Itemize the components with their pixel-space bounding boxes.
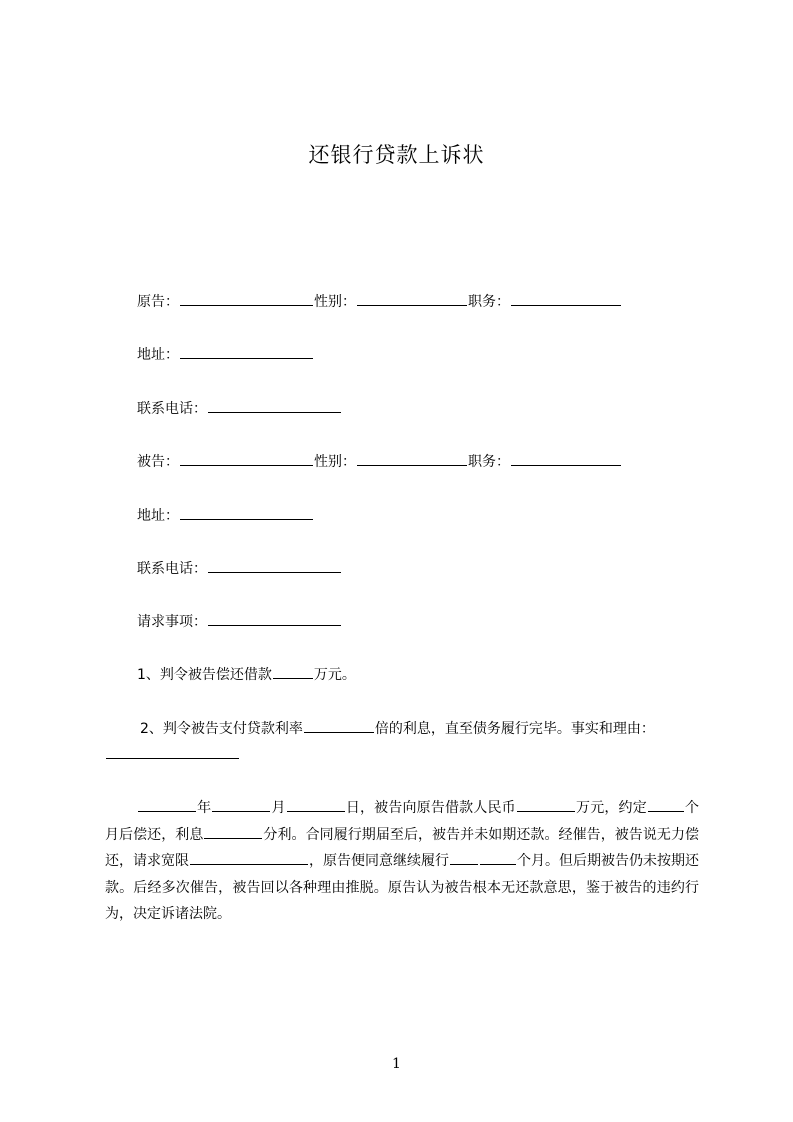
item2-reason-blank-line (105, 744, 240, 765)
facts-paragraph (105, 795, 699, 928)
defendant-phone-line (137, 558, 342, 579)
facts-continue-blank-1 (450, 850, 478, 865)
facts-extension-blank (190, 850, 308, 865)
request-line (137, 611, 342, 632)
plaintiff-line (137, 291, 622, 312)
item2-reason-blank (106, 744, 239, 759)
defendant-position-blank (511, 451, 621, 466)
plaintiff-label: 原告： (137, 294, 179, 310)
facts-year-blank (138, 797, 196, 812)
defendant-gender-label: 性别： (314, 454, 356, 470)
item1-prefix: 1、判令被告偿还借款 (137, 667, 272, 683)
plaintiff-phone-line (137, 398, 342, 419)
plaintiff-name-blank (180, 291, 313, 306)
facts-continue-blank-2 (480, 850, 516, 865)
facts-months-after: 个月后偿还，利息 (105, 800, 700, 843)
request-item-2 (140, 718, 655, 739)
page-number: 1 (392, 1056, 401, 1072)
facts-continue: ，原告便同意继续履行 (309, 853, 449, 869)
request-item-1 (137, 664, 356, 685)
defendant-name-blank (180, 451, 313, 466)
facts-amount-blank (517, 797, 575, 812)
defendant-gender-blank (357, 451, 467, 466)
defendant-position-label: 职务： (468, 454, 510, 470)
item2-prefix: 2、判令被告支付贷款利率 (140, 721, 303, 737)
facts-rest: 个月。但后期被告仍未按期还款。后经多次催告，被告回以各种理由推脱。原告认为被告根本无还款意思，鉴于被告的违约行为，决定诉诸法院。 (105, 853, 699, 922)
facts-interest-blank (204, 824, 262, 839)
defendant-label: 被告： (137, 454, 179, 470)
defendant-phone-blank (208, 558, 341, 573)
plaintiff-position-blank (511, 291, 621, 306)
plaintiff-address-line (137, 344, 314, 365)
facts-day-text: 日，被告向原告借款人民币 (345, 800, 516, 816)
item2-suffix: 倍的利息，直至债务履行完毕。事实和理由： (374, 721, 655, 737)
item1-suffix: 万元。 (313, 667, 356, 683)
defendant-address-line (137, 505, 314, 526)
defendant-address-blank (180, 505, 313, 520)
request-blank (208, 611, 341, 626)
plaintiff-address-label: 地址： (137, 347, 179, 363)
request-label: 请求事项： (137, 614, 207, 630)
facts-month-blank (212, 797, 270, 812)
plaintiff-gender-label: 性别： (314, 294, 356, 310)
facts-wan: 万 (575, 800, 591, 816)
defendant-phone-label: 联系电话： (137, 561, 207, 577)
facts-months-blank (648, 797, 684, 812)
plaintiff-phone-blank (208, 398, 341, 413)
plaintiff-phone-label: 联系电话： (137, 401, 207, 417)
defendant-line (137, 451, 622, 472)
facts-interest-rest: 分利。合同履行期届至后，被告并未如期还款。经催告，被告说无力偿还，请求宽限 (105, 826, 700, 869)
defendant-address-label: 地址： (137, 508, 179, 524)
plaintiff-position-label: 职务： (468, 294, 510, 310)
item1-amount-blank (273, 664, 313, 679)
facts-month: 月 (271, 800, 286, 816)
plaintiff-gender-blank (357, 291, 467, 306)
facts-year: 年 (197, 800, 212, 816)
item2-rate-blank (304, 718, 374, 733)
facts-agreed: 元，约定 (590, 800, 647, 816)
facts-day-blank (287, 797, 345, 812)
document-title: 还银行贷款上诉状 (308, 143, 485, 167)
plaintiff-address-blank (180, 344, 313, 359)
